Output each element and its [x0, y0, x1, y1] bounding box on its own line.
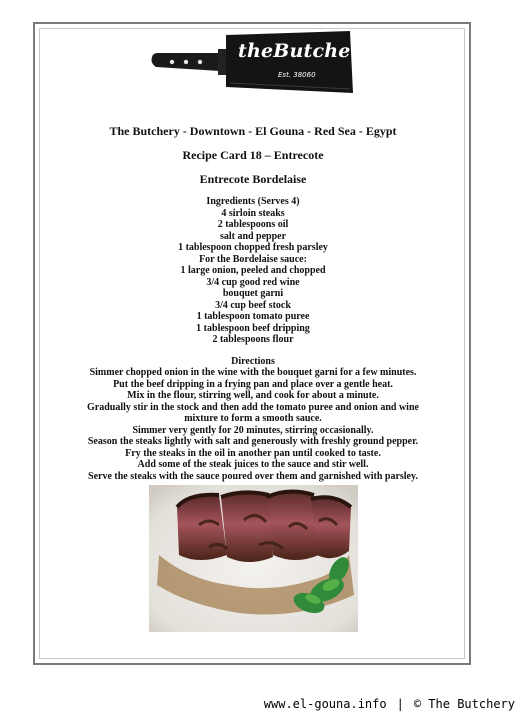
ingredient-item: 2 tablespoons oil — [217, 219, 289, 230]
cleaver-icon — [150, 27, 355, 97]
recipe-title: Entrecote Bordelaise — [199, 172, 307, 186]
ingredient-item: 1 tablespoon tomato puree — [196, 311, 310, 322]
butchery-logo — [150, 27, 373, 97]
ingredient-item: 1 large onion, peeled and chopped — [180, 265, 326, 276]
directions-heading: Directions — [231, 355, 275, 367]
dish-photo — [149, 485, 358, 632]
ingredient-item: salt and pepper — [219, 230, 287, 242]
recipe-card-number: Recipe Card 18 – Entrecote — [182, 148, 324, 162]
footer — [0, 697, 523, 711]
logo-est-text: Est. 38060 — [278, 71, 316, 79]
direction-line: Put the beef dripping in a frying pan and place over a gentle heat. — [113, 378, 393, 390]
logo-brand-text: theButchery — [238, 40, 373, 62]
direction-line: Simmer very gently for 20 minutes, stirring occasionally. — [132, 424, 374, 436]
directions-list — [40, 367, 466, 482]
direction-line: mixture to form a smooth sauce. — [184, 413, 322, 424]
ingredient-item: 2 tablespoons flour — [212, 334, 294, 345]
direction-line: Fry the steaks in the oil in another pan until cooked to taste. — [125, 447, 381, 459]
ingredient-item: 4 sirloin steaks — [221, 207, 285, 219]
direction-line: Season the steaks lightly with salt and generously with freshly ground pepper. — [87, 436, 419, 447]
direction-line: Serve the steaks with the sauce poured over them and garnished with parsley. — [88, 470, 418, 482]
ingredient-item: 3/4 cup beef stock — [215, 299, 291, 311]
ingredients-list — [40, 208, 466, 346]
direction-line: Simmer chopped onion in the wine with the bouquet garni for a few minutes. — [89, 367, 417, 378]
ingredient-subheading: For the Bordelaise sauce: — [199, 253, 307, 265]
ingredient-item: 1 tablespoon chopped fresh parsley — [178, 242, 328, 253]
ingredients-heading: Ingredients (Serves 4) — [206, 196, 300, 207]
ingredient-item: bouquet garni — [222, 288, 284, 299]
footer-separator: | — [396, 697, 404, 711]
recipe-content — [40, 124, 466, 482]
ingredient-item: 3/4 cup good red wine — [206, 276, 300, 288]
direction-line: Mix in the flour, stirring well, and cook for about a minute. — [127, 390, 379, 401]
location-heading: The Butchery - Downtown - El Gouna - Red Sea - Egypt — [109, 124, 397, 138]
section-spacer — [40, 346, 466, 356]
ingredient-item: 1 tablespoon beef dripping — [196, 322, 310, 334]
site-link[interactable]: www.el-gouna.info — [263, 697, 387, 711]
direction-line: Add some of the steak juices to the sauce and stir well. — [137, 459, 369, 470]
copyright-text: © The Butchery — [413, 697, 515, 711]
steak-dish-image — [149, 485, 358, 632]
direction-line: Gradually stir in the stock and then add the tomato puree and onion and wine — [87, 401, 419, 413]
